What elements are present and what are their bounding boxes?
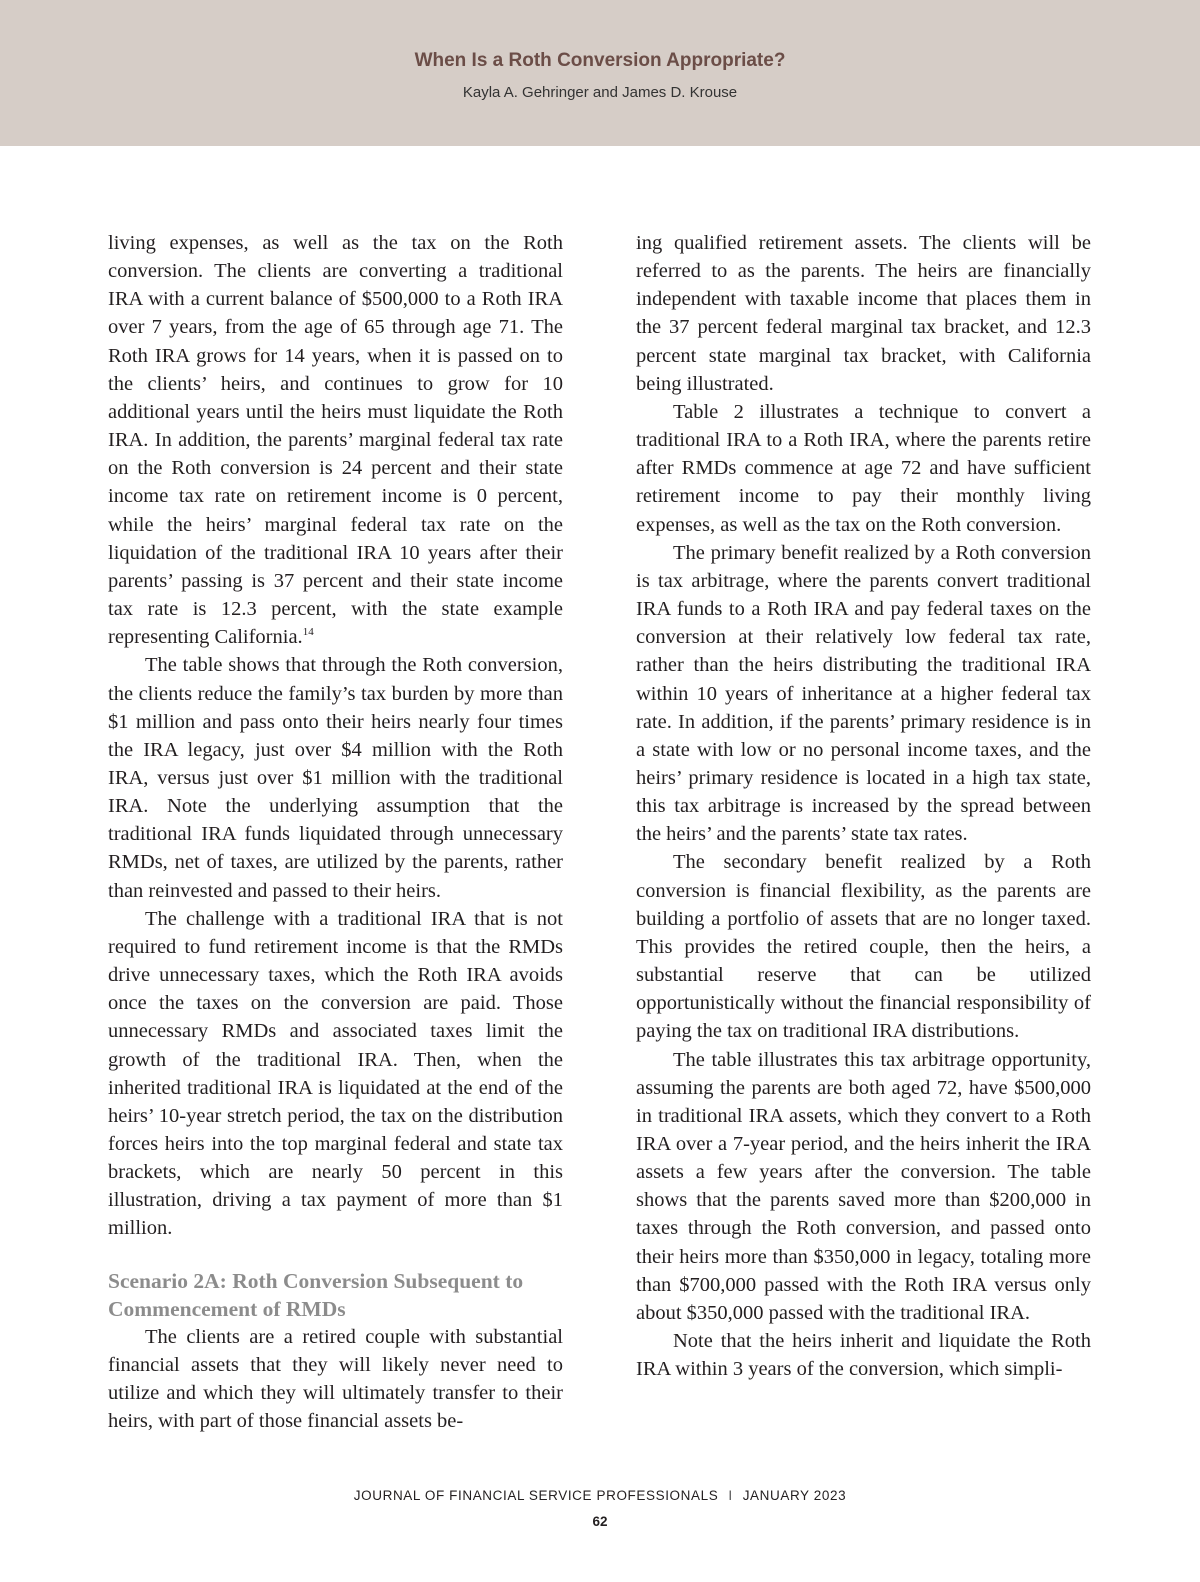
header-band [0,0,1200,146]
right-column [636,229,1091,1383]
footnote-marker: 14 [302,626,314,639]
paragraph: The primary benefit realized by a Roth conversion is tax arbitrage, where the parents convert traditional IRA funds to a Roth IRA and pay federal taxes on the conversion at their relatively low federal tax rate, rather than the heirs distributing the traditional IRA within 10 years of inheritance at a higher federal tax rate. In addition, if the parents’ primary residence is in a state with low or no personal income taxes, and the heirs’ primary residence is located in a high tax state, this tax arbitrage is increased by the spread between the heirs’ and the parents’ state tax rates. [636,541,1091,846]
section-heading: Scenario 2A: Roth Conversion Subsequent to Commencement of RMDs [108,1268,524,1321]
paragraph: ing qualified retirement assets. The clients will be referred to as the parents. The heirs are financially independent with taxable income that places them in the 37 percent federal marginal tax bracket, and 12.3 percent state marginal tax bracket, with California being illustrated. [636,232,1091,395]
paragraph-text: living expenses, as well as the tax on the Roth conversion. The clients are converting a traditional IRA with a current balance of $500,000 to a Roth IRA over 7 years, from the age of 65 through age 71. The Roth IRA grows for 14 years, when it is passed on to the clients’ heirs, and continues to grow for 10 additional years until the heirs must liquidate the Roth IRA. In addition, the parents’ marginal federal tax rate on the Roth conversion is 24 percent and their state income tax rate on retirement income is 0 percent, while the heirs’ marginal federal tax rate on the liquidation of the traditional IRA 10 years after their parents’ passing is 37 percent and their state income tax rate is 12.3 percent, with the state example representing California. [108,232,563,649]
issue-date: JANUARY 2023 [742,1488,847,1503]
paragraph: Note that the heirs inherit and liquidate the Roth IRA within 3 years of the conversion, which simpli- [636,1330,1091,1381]
paragraph: The challenge with a traditional IRA that is not required to fund retirement income is that the RMDs drive unnecessary taxes, which the Roth IRA avoids once the taxes on the conversion are paid. Those unnecessary RMDs and associated taxes limit the growth of the traditional IRA. Then, when the inherited traditional IRA is liquidated at the end of the heirs’ 10-year stretch period, the tax on the distribution forces heirs into the top marginal federal and state tax brackets, which are nearly 50 percent in this illustration, driving a tax payment of more than $1 million. [108,907,563,1240]
article-title: When Is a Roth Conversion Appropriate? [414,50,786,71]
paragraph: The clients are a retired couple with substantial financial assets that they will likely never need to utilize and which they will ultimately transfer to their heirs, with part of those financial assets be- [108,1325,563,1433]
paragraph: Table 2 illustrates a technique to convert a traditional IRA to a Roth IRA, where the parents retire after RMDs commence at age 72 and have sufficient retirement income to pay their monthly living expenses, as well as the tax on the Roth conversion. [636,400,1091,536]
paragraph: The secondary benefit realized by a Roth conversion is financial flexibility, as the parents are building a portfolio of assets that are no longer taxed. This provides the retired couple, then the heirs, a substantial reserve that can be utilized opportunistically without the financial responsibility of paying the tax on traditional IRA distributions. [636,851,1091,1043]
paragraph: The table illustrates this tax arbitrage opportunity, assuming the parents are both aged 72, have $500,000 in traditional IRA assets, which they convert to a Roth IRA over a 7-year period, and the heirs inherit the IRA assets a few years after the conversion. The table shows that the parents saved more than $200,000 in taxes through the Roth conversion, and passed onto their heirs more than $350,000 in legacy, totaling more than $700,000 passed with the Roth IRA versus only about $350,000 passed with the traditional IRA. [636,1048,1091,1324]
footer-separator: I [728,1488,733,1503]
journal-name: JOURNAL OF FINANCIAL SERVICE PROFESSIONALS [353,1488,719,1503]
running-footer [0,1488,1200,1503]
left-column [108,229,563,1435]
page-number: 62 [592,1514,608,1529]
paragraph: The table shows that through the Roth conversion, the clients reduce the family’s tax burden by more than $1 million and pass onto their heirs nearly four times the IRA legacy, just over $4 million with the Roth IRA, versus just over $1 million with the traditional IRA. Note the underlying assumption that the traditional IRA funds liquidated through unnecessary RMDs, net of taxes, are utilized by the parents, rather than reinvested and passed to their heirs. [108,654,563,902]
article-authors: Kayla A. Gehringer and James D. Krouse [462,84,738,101]
paragraph [108,229,563,651]
